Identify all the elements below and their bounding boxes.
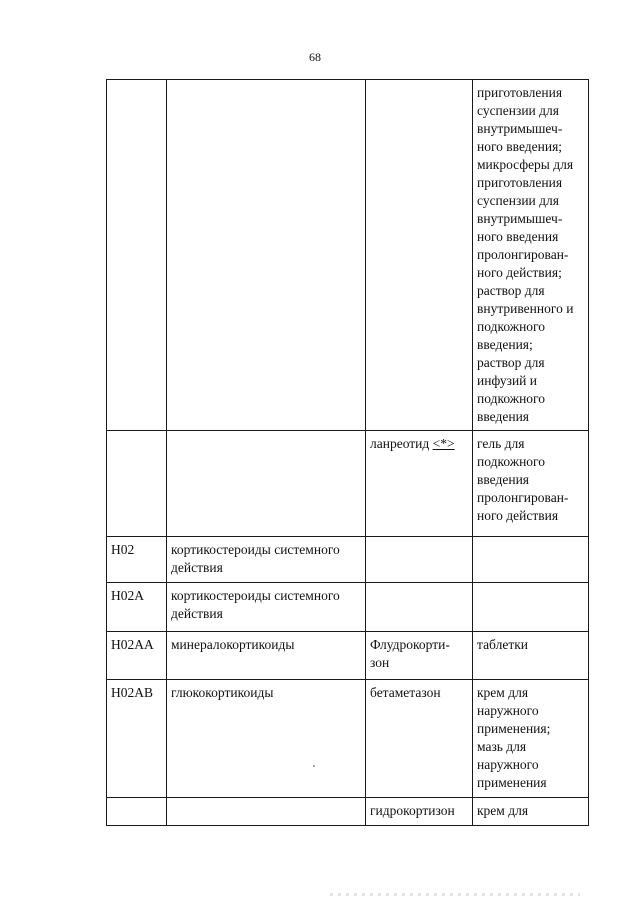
atc-code-cell: H02AA — [107, 632, 167, 680]
atc-code-cell: H02A — [107, 583, 167, 632]
atc-code-cell: H02 — [107, 537, 167, 583]
scan-noise — [330, 893, 580, 896]
drug-cell — [366, 583, 473, 632]
group-cell: кортикостероиды системного действия — [167, 537, 366, 583]
atc-code-cell — [107, 80, 167, 431]
drug-cell — [366, 431, 473, 537]
atc-code-cell: H02AB — [107, 680, 167, 798]
group-cell — [167, 431, 366, 537]
table-row — [107, 680, 589, 798]
table-row — [107, 537, 589, 583]
drug-cell — [366, 537, 473, 583]
group-cell — [167, 798, 366, 826]
dosage-form-cell — [473, 537, 589, 583]
table-row — [107, 632, 589, 680]
drug-name: бетаметазон — [370, 685, 441, 700]
scan-speck — [313, 765, 315, 767]
table-row — [107, 798, 589, 826]
drug-reference-link[interactable]: <*> — [432, 436, 455, 451]
dosage-form-cell: крем для наружного применения; мазь для наружного применения — [473, 680, 589, 798]
dosage-form-cell: крем для — [473, 798, 589, 826]
group-cell — [167, 80, 366, 431]
atc-code-cell — [107, 798, 167, 826]
page-number: 68 — [309, 50, 321, 64]
drug-cell — [366, 680, 473, 798]
group-cell: минералокортикоиды — [167, 632, 366, 680]
drug-cell — [366, 80, 473, 431]
group-cell: кортикостероиды системного действия — [167, 583, 366, 632]
atc-code-cell — [107, 431, 167, 537]
dosage-form-cell — [473, 583, 589, 632]
table-row — [107, 431, 589, 537]
table-row — [107, 583, 589, 632]
drug-cell — [366, 632, 473, 680]
drug-name: ланреотид — [370, 436, 433, 451]
drug-table — [106, 79, 589, 826]
dosage-form-cell: приготовления суспензии для внутримышеч- ного введения; микросферы для приготовления суспензии для внутримышеч- ного введения пролонгирован- ного действия; раствор для внутривенного и подкожного введения; раствор для инфузий и подкожного введения — [473, 80, 589, 431]
group-cell: глюкокортикоиды — [167, 680, 366, 798]
dosage-form-cell: гель для подкожного введения пролонгирован- ного действия — [473, 431, 589, 537]
drug-cell — [366, 798, 473, 826]
drug-name: гидрокортизон — [370, 803, 455, 818]
drug-name: Флудрокорти- зон — [370, 637, 450, 670]
dosage-form-cell: таблетки — [473, 632, 589, 680]
table-row — [107, 80, 589, 431]
